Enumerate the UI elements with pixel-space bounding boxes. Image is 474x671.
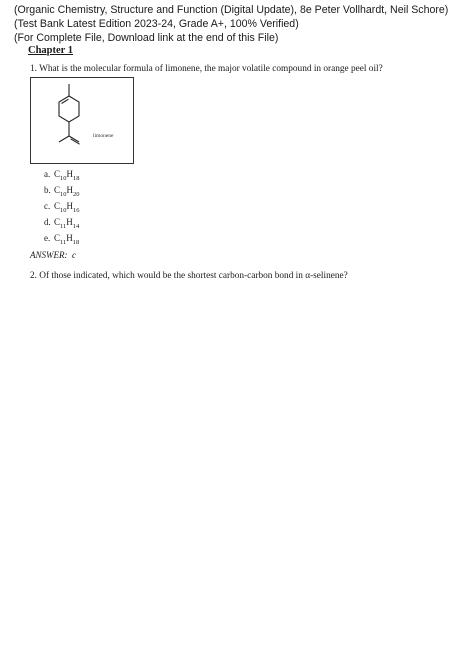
option-letter: d. [44, 217, 51, 227]
limonene-structure-figure [30, 77, 134, 164]
header-line-1: (Organic Chemistry, Structure and Function (Digital Update), 8e Peter Vollhardt, Neil Schore) [14, 4, 449, 16]
header-line-2: (Test Bank Latest Edition 2023-24, Grade A+, 100% Verified) [14, 18, 299, 30]
option-letter: a. [44, 169, 51, 179]
answer-value: c [72, 250, 76, 260]
chapter-heading: Chapter 1 [28, 45, 74, 56]
option-letter: b. [44, 185, 51, 195]
option-e: e. $C_{11}H_{18}$ [44, 233, 80, 246]
option-c: c. $C_{10}H_{16}$ [44, 201, 80, 214]
option-b: b. $C_{10}H_{20}$ [44, 185, 80, 198]
option-d: d. $C_{11}H_{14}$ [44, 217, 80, 230]
limonene-structure-drawing [31, 78, 135, 165]
question-2-text: 2. Of those indicated, which would be the shortest carbon-carbon bond in α-selinene? [30, 271, 348, 281]
answer-line [30, 250, 76, 260]
answer-label: ANSWER: [30, 250, 68, 260]
option-a: a. $C_{10}H_{18}$ [44, 169, 80, 182]
question-1-text: 1. What is the molecular formula of limonene, the major volatile compound in orange peel oil? [30, 64, 383, 74]
option-letter: c. [44, 201, 51, 211]
header-line-3: (For Complete File, Download link at the end of this File) [14, 32, 279, 44]
figure-caption: limonene [93, 133, 114, 139]
option-letter: e. [44, 233, 51, 243]
